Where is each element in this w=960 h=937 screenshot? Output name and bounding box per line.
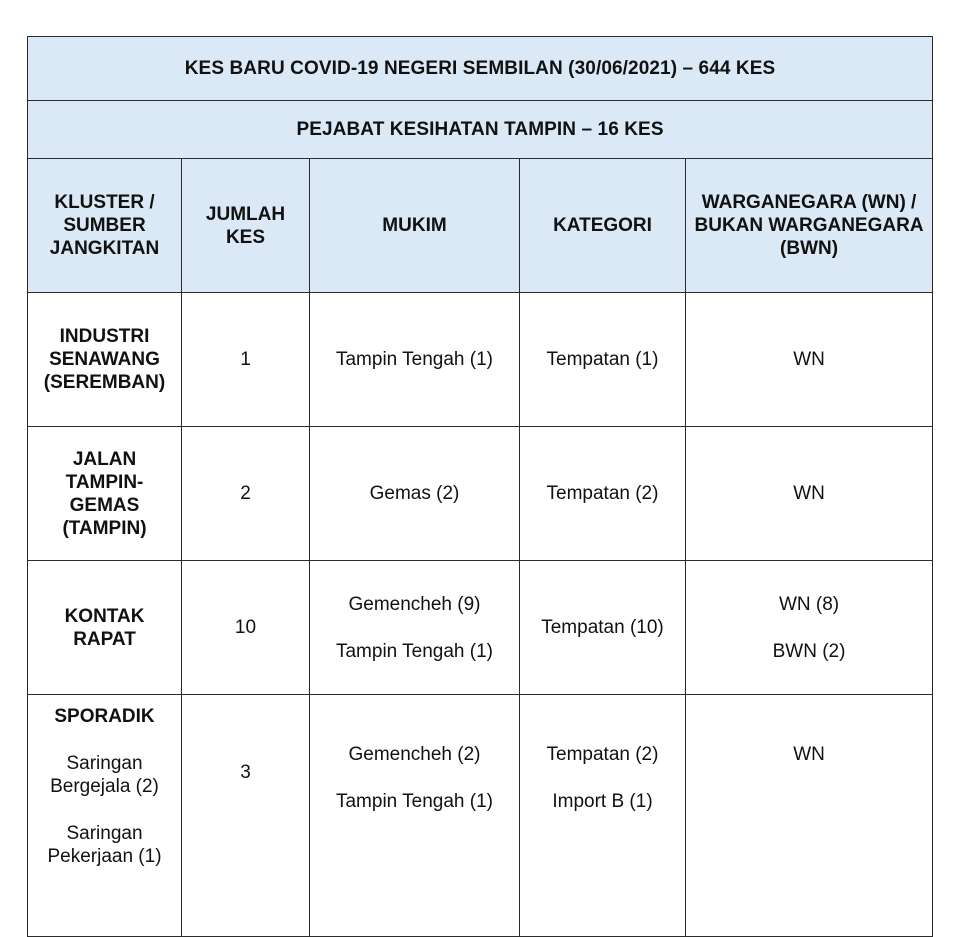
row-jumlah: 10	[182, 561, 310, 695]
kategori-item: Tempatan (10)	[541, 617, 664, 638]
header-kluster: KLUSTER / SUMBER JANGKITAN	[28, 159, 182, 293]
mukim-item: Tampin Tengah (1)	[335, 791, 494, 812]
table-row	[28, 293, 933, 427]
header-kategori: KATEGORI	[520, 159, 686, 293]
row-jumlah: 1	[182, 293, 310, 427]
table-row	[28, 695, 933, 937]
kluster-sub-item: Saringan Bergejala (2)	[50, 753, 159, 797]
header-mukim: MUKIM	[310, 159, 520, 293]
mukim-item: Gemas (2)	[369, 483, 460, 504]
warganegara-item: BWN (2)	[772, 640, 846, 662]
covid-cases-table	[27, 36, 933, 937]
mukim-item: Tampin Tengah (1)	[335, 349, 494, 370]
row-kluster	[28, 695, 182, 937]
kluster-title: SPORADIK	[54, 706, 155, 727]
row-warganegara	[686, 561, 933, 695]
kategori-item: Import B (1)	[552, 791, 653, 812]
row-warganegara	[686, 695, 933, 937]
row-kategori	[520, 695, 686, 937]
warganegara-item: WN	[793, 483, 825, 504]
row-mukim	[310, 695, 520, 937]
header-jumlah: JUMLAH KES	[182, 159, 310, 293]
row-jumlah: 2	[182, 427, 310, 561]
column-header-row	[28, 159, 933, 293]
warganegara-item: WN (8)	[778, 593, 840, 615]
mukim-item: Gemencheh (9)	[348, 593, 481, 615]
table-title: KES BARU COVID-19 NEGERI SEMBILAN (30/06/2021) – 644 KES	[28, 37, 933, 101]
row-kategori	[520, 561, 686, 695]
mukim-item: Tampin Tengah (1)	[335, 640, 494, 662]
table-row	[28, 427, 933, 561]
mukim-item: Gemencheh (2)	[348, 744, 481, 765]
kategori-item: Tempatan (2)	[546, 744, 659, 765]
row-kategori	[520, 293, 686, 427]
row-kluster: JALAN TAMPIN-GEMAS (TAMPIN)	[28, 427, 182, 561]
row-warganegara	[686, 427, 933, 561]
row-warganegara	[686, 293, 933, 427]
row-kategori	[520, 427, 686, 561]
table-title-row	[28, 37, 933, 101]
row-jumlah: 3	[182, 695, 310, 937]
kluster-sub-item: Saringan Pekerjaan (1)	[47, 823, 162, 867]
table-subtitle-row	[28, 101, 933, 159]
row-kluster: INDUSTRI SENAWANG (SEREMBAN)	[28, 293, 182, 427]
warganegara-item: WN	[793, 744, 825, 765]
header-warganegara: WARGANEGARA (WN) / BUKAN WARGANEGARA (BWN)	[686, 159, 933, 293]
table-subtitle: PEJABAT KESIHATAN TAMPIN – 16 KES	[28, 101, 933, 159]
warganegara-item: WN	[793, 349, 825, 370]
row-kluster: KONTAK RAPAT	[28, 561, 182, 695]
row-mukim	[310, 427, 520, 561]
row-mukim	[310, 293, 520, 427]
table-row	[28, 561, 933, 695]
kategori-item: Tempatan (2)	[546, 483, 659, 504]
kategori-item: Tempatan (1)	[546, 349, 659, 370]
row-mukim	[310, 561, 520, 695]
